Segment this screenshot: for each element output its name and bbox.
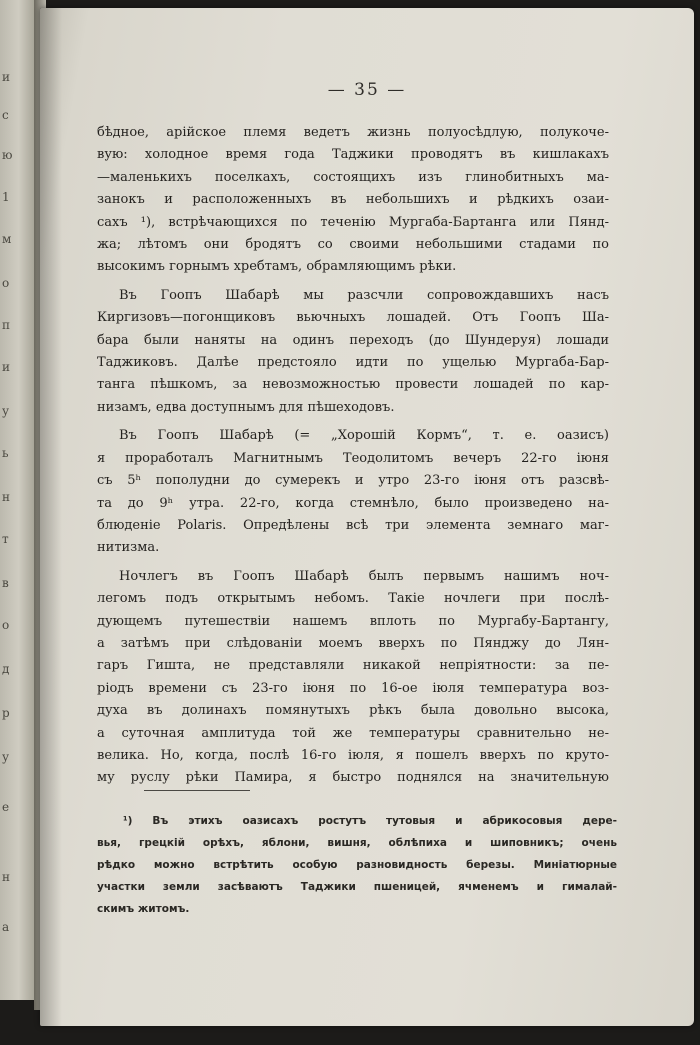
text-line: бара были наняты на одинъ переходъ (до Шундеруя) лошади: [97, 332, 609, 348]
left-page-edge: [0, 0, 34, 1000]
text-line: жа; лѣтомъ они бродятъ со своими небольшими стадами по: [97, 237, 609, 253]
text-line: Таджиковъ. Далѣе предстояло идти по ущелью Мургаба-Бар-: [97, 355, 609, 371]
footnote-line: рѣдко можно встрѣтить особую разновидность березы. Миніатюрные: [97, 859, 617, 871]
left-page-fragment: н: [2, 490, 10, 504]
gutter-shade: [40, 8, 62, 1026]
footnote-rule: [144, 790, 250, 791]
left-page-fragment: п: [2, 318, 10, 332]
text-line: та до 9ʰ утра. 22-го, когда стемнѣло, было произведено на-: [97, 495, 609, 511]
text-line: высокимъ горнымъ хребтамъ, обрамляющимъ рѣки.: [97, 259, 457, 275]
text-line: гаръ Гишта, не представляли никакой непріятности: за пе-: [97, 658, 609, 674]
text-line: занокъ и расположенныхъ въ небольшихъ и рѣдкихъ озаи-: [97, 192, 609, 208]
text-line: —маленькихъ поселкахъ, состоящихъ изъ глинобитныхъ ма-: [97, 169, 609, 185]
text-line: а затѣмъ при слѣдованіи моемъ вверхъ по Пянджу до Лян-: [97, 635, 609, 651]
text-line: ріодъ времени съ 23-го іюня по 16-ое іюля температура воз-: [97, 680, 609, 696]
text-line: легомъ подъ открытымъ небомъ. Такіе ночлеги при послѣ-: [97, 591, 609, 607]
text-line: низамъ, едва доступнымъ для пѣшеходовъ.: [97, 399, 395, 415]
page-number: — 35 —: [327, 80, 407, 100]
text-line: Въ Гоопъ Шабарѣ мы разсчли сопровождавшихъ насъ: [119, 287, 609, 303]
text-line: бѣдное, арійское племя ведетъ жизнь полуосѣдлую, полукоче-: [97, 125, 609, 140]
footnote-line: скимъ житомъ.: [97, 903, 190, 915]
left-page-fragment: ю: [2, 148, 13, 162]
left-page-fragment: у: [2, 404, 10, 418]
left-page-fragment: м: [2, 232, 12, 246]
footnote-line: участки земли засѣваютъ Таджики пшеницей, ячменемъ и гималай-: [97, 881, 617, 893]
footnote-line: ¹) Въ этихъ оазисахъ ростутъ тутовыя и абрикосовыя дере-: [123, 815, 617, 827]
text-line: танга пѣшкомъ, за невозможностью провести лошадей по кар-: [97, 377, 609, 393]
left-page-fragment: и: [2, 360, 10, 374]
left-page-fragment: у: [2, 750, 10, 764]
book-page: [40, 8, 694, 1026]
text-line: дующемъ путешествіи нашемъ вплоть по Мургабу-Бартангу,: [97, 613, 609, 629]
text-line: я проработалъ Магнитнымъ Теодолитомъ вечеръ 22-го іюня: [97, 450, 609, 466]
text-line: нитизма.: [97, 540, 160, 556]
text-line: Въ Гоопъ Шабарѣ (= „Хорошій Кормъ“, т. е. оазисъ): [119, 428, 609, 444]
left-page-fragment: о: [2, 276, 10, 290]
text-line: съ 5ʰ пополудни до сумерекъ и утро 23-го іюня отъ разсвѣ-: [97, 473, 609, 489]
footnote: [97, 810, 617, 920]
text-line: му руслу рѣки Памира, я быстро поднялся на значительную: [97, 770, 609, 786]
text-line: сахъ ¹), встрѣчающихся по теченію Мургаба-Бартанга или Пянд-: [97, 214, 609, 230]
footnote-line: вья, грецкій орѣхъ, яблони, вишня, облѣпиха и шиповникъ; очень: [97, 837, 617, 849]
left-page-fragment: д: [2, 662, 10, 676]
left-page-fragment: е: [2, 800, 10, 814]
left-page-fragment: н: [2, 870, 10, 884]
left-page-fragment: р: [2, 706, 10, 720]
left-page-fragment: 1: [2, 190, 10, 204]
text-line: блюденіе Polaris. Опредѣлены всѣ три элемента земнаго маг-: [97, 517, 609, 533]
body-text: [97, 122, 609, 790]
text-line: Ночлегъ въ Гоопъ Шабарѣ былъ первымъ нашимъ ноч-: [119, 568, 609, 584]
text-line: велика. Но, когда, послѣ 16-го іюля, я пошелъ вверхъ по круто-: [97, 747, 609, 763]
text-line: а суточная амплитуда той же температуры сравнительно не-: [97, 725, 609, 741]
text-line: Киргизовъ—погонщиковъ вьючныхъ лошадей. Отъ Гоопъ Ша-: [97, 310, 609, 326]
left-page-fragment: о: [2, 618, 10, 632]
left-page-fragment: ь: [2, 446, 9, 460]
left-page-fragment: в: [2, 576, 9, 590]
text-line: вую: холодное время года Таджики проводятъ въ кишлакахъ: [97, 147, 609, 163]
left-page-fragment: и: [2, 70, 10, 84]
left-page-fragment: с: [2, 108, 9, 122]
text-line: духа въ долинахъ помянутыхъ рѣкъ была довольно высока,: [97, 703, 609, 719]
left-page-fragment: т: [2, 532, 9, 546]
left-page-fragment: а: [2, 920, 10, 934]
